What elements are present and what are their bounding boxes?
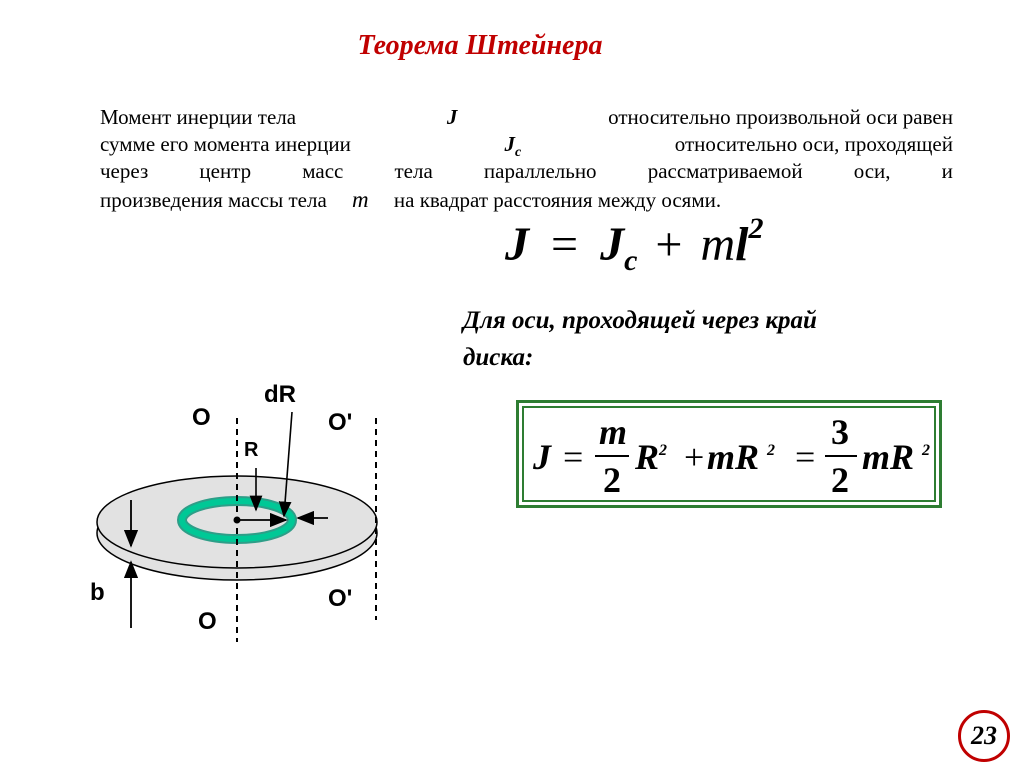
label-R: R	[244, 439, 259, 461]
term-mR-squared	[707, 436, 775, 478]
fraction-2-bar	[825, 455, 857, 457]
edge-axis-caption	[463, 302, 817, 376]
word: параллельно	[483, 159, 597, 183]
text-fragment: на квадрат расстояния между осями.	[393, 188, 722, 212]
formula-l: l	[735, 218, 749, 271]
formula-J: J	[505, 218, 529, 271]
label-O-top: O	[192, 404, 211, 431]
paragraph-line-4	[100, 187, 721, 213]
formula-Jc: J	[600, 218, 625, 271]
paragraph-line-3	[100, 158, 953, 184]
word: через	[100, 159, 149, 183]
formula-plus: +	[655, 218, 683, 271]
word: центр	[199, 159, 252, 183]
word: масс	[302, 159, 344, 183]
text-fragment: относительно произвольной оси равен	[608, 105, 953, 129]
symbol-J: J	[446, 105, 458, 129]
term-mR: mR	[862, 437, 915, 477]
symbol-m: m	[352, 187, 369, 212]
fraction-1-numerator: m	[599, 412, 628, 452]
fraction-1-bar	[595, 455, 629, 457]
boxed-plus: +	[684, 437, 705, 477]
formula-equals: =	[551, 218, 579, 271]
word: рассматриваемой	[647, 159, 803, 183]
boxed-equals-1: =	[563, 437, 584, 477]
text-fragment: относительно оси, проходящей	[674, 132, 953, 156]
boxed-formula	[516, 400, 942, 508]
boxed-equals-2: =	[795, 437, 816, 477]
exponent-2: 2	[659, 442, 668, 459]
paragraph-line-1	[100, 104, 953, 130]
label-Oprime-top: O'	[328, 409, 353, 436]
disk-diagram	[60, 370, 460, 660]
term-R: R	[635, 437, 660, 477]
symbol-J: J	[504, 132, 515, 156]
label-b: b	[90, 579, 105, 606]
text-fragment: Момент инерции тела	[100, 105, 297, 129]
word: тела	[394, 159, 433, 183]
slide-title: Теорема Штейнера	[357, 30, 603, 61]
term-R-squared	[635, 436, 667, 478]
steiner-formula	[505, 212, 764, 278]
label-dR: dR	[264, 381, 296, 408]
label-O-bottom: O	[198, 608, 217, 635]
word: и	[941, 159, 953, 183]
word: оси,	[853, 159, 891, 183]
fraction-2-numerator: 3	[831, 412, 849, 452]
caption-line-2: диска:	[463, 344, 534, 371]
text-fragment: произведения массы тела	[100, 188, 327, 212]
formula-exponent: 2	[748, 212, 764, 245]
exponent-2: 2	[922, 442, 931, 459]
fraction-1-denominator: 2	[603, 460, 621, 500]
term-mR: mR	[707, 437, 760, 477]
fraction-2-denominator: 2	[831, 460, 849, 500]
formula-m: m	[700, 218, 736, 271]
exponent-2: 2	[767, 442, 776, 459]
boxed-J: J	[533, 437, 551, 477]
text-fragment: сумме его момента инерции	[100, 132, 351, 156]
formula-subscript-c: c	[624, 244, 638, 277]
label-Oprime-bottom: O'	[328, 585, 353, 612]
page-number-badge: 23	[958, 710, 1010, 762]
caption-line-1: Для оси, проходящей через край	[463, 307, 817, 334]
subscript-c: c	[514, 145, 522, 161]
term-mR-squared-final	[862, 436, 930, 478]
